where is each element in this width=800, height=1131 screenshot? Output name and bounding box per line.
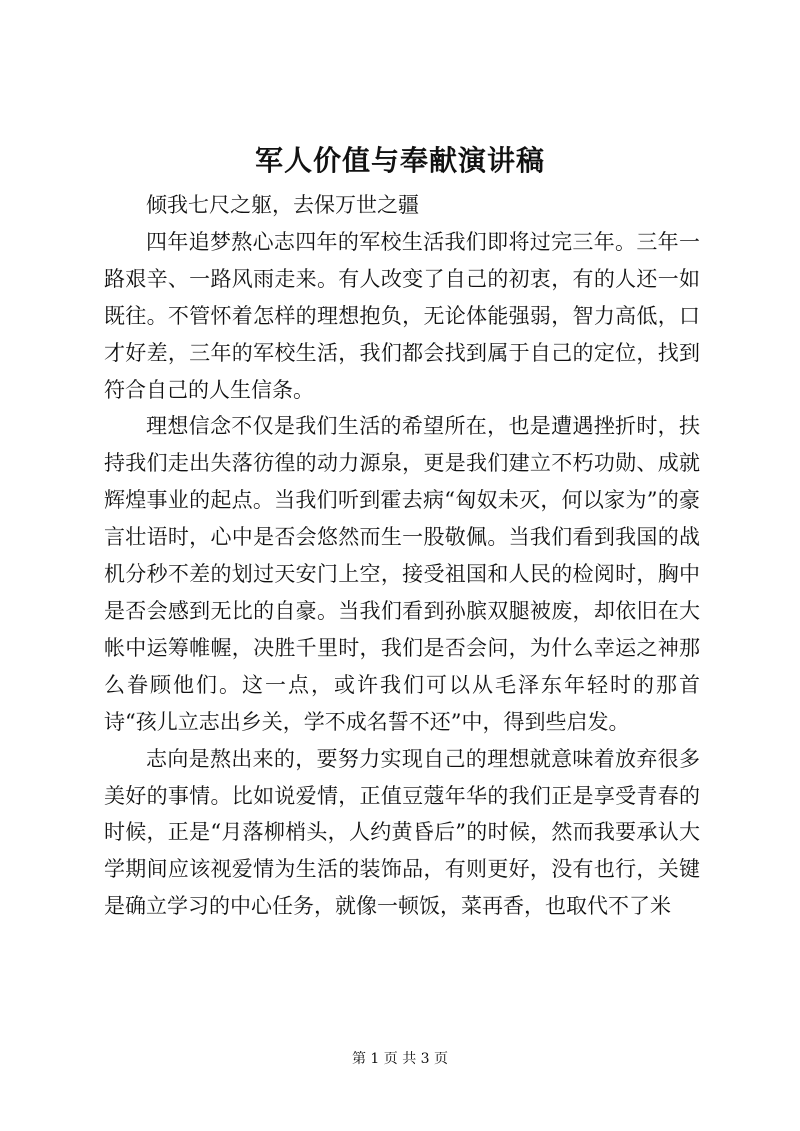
page-title: 军人价值与奉献演讲稿 — [254, 144, 545, 177]
paragraph-4: 志向是熬出来的，要努力实现自己的理想就意味着放弃很多美好的事情。比如说爱情，正值豆蔻年华的我们正是享受青春的时候，正是“月落柳梢头，人约黄昏后”的时候，然而我要承认大学期间应该视爱情为生活的装饰品，有则更好，没有也行，关键是确立学习的中心任务，就像一顿饭，菜再香，也取代不了米 — [104, 746, 700, 919]
page-footer: 第 1 页 共 3 页 — [351, 1051, 449, 1067]
paragraph-2: 四年追梦熬心志四年的军校生活我们即将过完三年。三年一路艰辛、一路风雨走来。有人改变了自己的初衷，有的人还一如既往。不管怀着怎样的理想抱负，无论体能强弱，智力高低，口才好差，三年的军校生活，我们都会找到属于自己的定位，找到符合自己的人生信条。 — [104, 229, 700, 402]
document-body — [104, 187, 700, 925]
paragraph-1: 倾我七尺之躯，去保万世之疆 — [146, 193, 419, 217]
paragraph-3: 理想信念不仅是我们生活的希望所在，也是遭遇挫折时，扶持我们走出失落彷徨的动力源泉，更是我们建立不朽功勋、成就辉煌事业的起点。当我们听到霍去病“匈奴未灭，何以家为”的豪言壮语时，心中是否会悠然而生一股敬佩。当我们看到我国的战机分秒不差的划过天安门上空，接受祖国和人民的检阅时，胸中是否会感到无比的自豪。当我们看到孙膑双腿被废，却依旧在大帐中运筹帷幄，决胜千里时，我们是否会问，为什么幸运之神那么眷顾他们。这一点，或许我们可以从毛泽东年轻时的那首诗“孩儿立志出乡关，学不成名誓不还”中，得到些启发。 — [104, 414, 700, 734]
